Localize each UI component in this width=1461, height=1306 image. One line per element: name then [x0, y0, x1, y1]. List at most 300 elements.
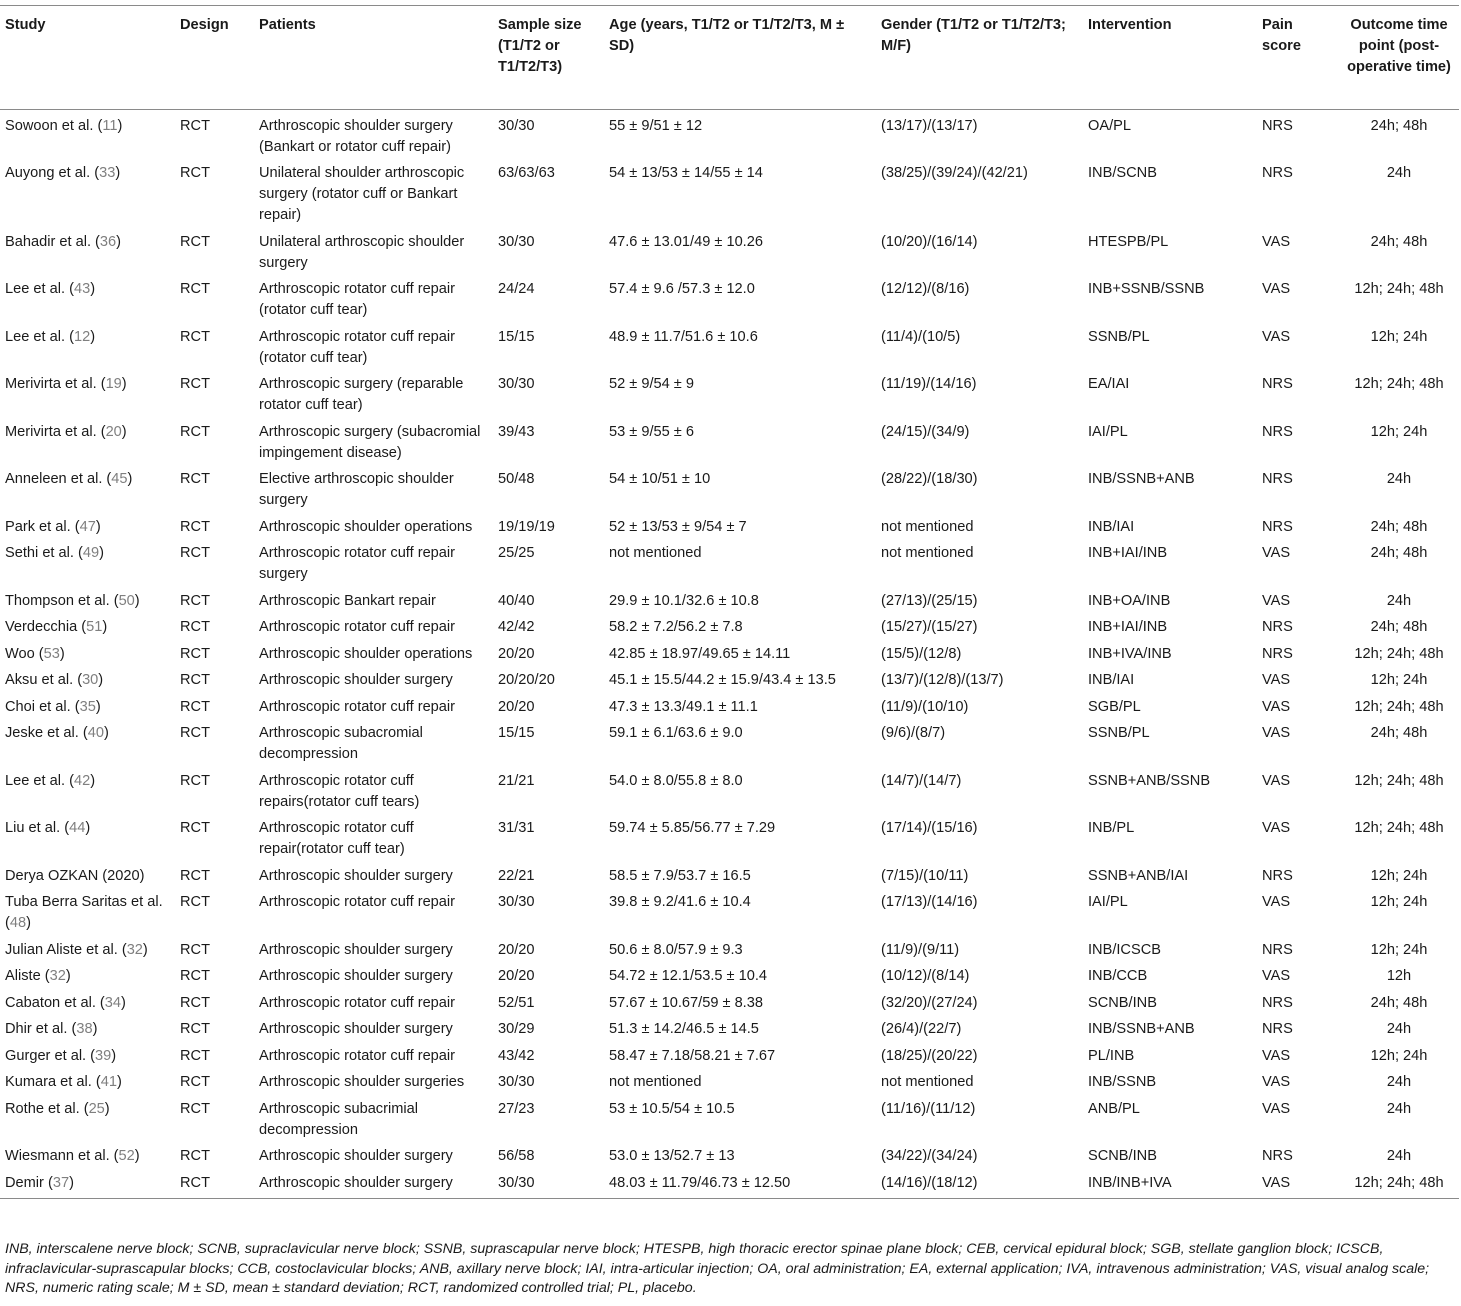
- cell-pain-score: VAS: [1262, 1100, 1291, 1117]
- cell-age: 29.9 ± 10.1/32.6 ± 10.8: [609, 592, 759, 609]
- header-pain-score: Pain score: [1257, 6, 1340, 110]
- cell-sample-size: 20/20/20: [498, 672, 555, 688]
- cell-pain-score: VAS: [1262, 1074, 1291, 1090]
- cell-gender: (15/27)/(15/27): [881, 619, 978, 635]
- table-row: [0, 612, 1459, 639]
- cell-sample-size: 39/43: [498, 423, 535, 440]
- cell-patients: Arthroscopic shoulder surgery: [259, 941, 453, 958]
- cell-intervention: INB/SSNB+ANB: [1088, 1021, 1195, 1037]
- cell-design: RCT: [180, 518, 210, 535]
- cell-pain-score: VAS: [1262, 592, 1291, 609]
- table-row: [0, 934, 1459, 961]
- cell-outcome-time: 12h; 24h: [1370, 867, 1428, 884]
- cell-study: Demir (37): [0, 1167, 175, 1198]
- table-row: [0, 1067, 1459, 1094]
- study-reference-link[interactable]: 25: [88, 1100, 105, 1117]
- cell-outcome-time: 24h: [1386, 165, 1412, 181]
- header-outcome-time: Outcome time point (post-operative time): [1340, 6, 1459, 110]
- cell-study: Anneleen et al. (45): [5, 471, 133, 487]
- study-reference-link[interactable]: 41: [100, 1074, 117, 1090]
- cell-pain-score: VAS: [1262, 672, 1291, 688]
- header-sample-size: Sample size (T1/T2 or T1/T2/T3): [493, 6, 604, 110]
- cell-outcome-time: 12h; 24h: [1370, 672, 1428, 688]
- cell-outcome-time: 24h: [1386, 592, 1412, 609]
- cell-intervention: SSNB/PL: [1088, 725, 1150, 741]
- cell-study: Bahadir et al. (36): [5, 233, 122, 250]
- cell-patients: Arthroscopic subacrimial decompression: [259, 1100, 418, 1138]
- table-row: [0, 274, 1459, 322]
- cell-study: Verdecchia (51): [5, 619, 108, 635]
- cell-gender: (28/22)/(18/30): [881, 471, 978, 487]
- study-reference-link[interactable]: 12: [73, 328, 91, 345]
- cell-study: Aliste (32): [5, 968, 71, 984]
- cell-sample-size: 30/30: [493, 1167, 604, 1198]
- table-row: [0, 585, 1459, 612]
- cell-intervention: INB/IAI: [1088, 672, 1135, 688]
- cell-intervention: INB+IAI/INB: [1088, 619, 1168, 635]
- cell-age: not mentioned: [609, 1074, 702, 1090]
- cell-age: 53 ± 9/55 ± 6: [609, 423, 694, 440]
- study-name: Liu et al. (: [5, 820, 70, 836]
- cell-patients: Unilateral shoulder arthroscopic surgery (rotator cuff or Bankart repair): [259, 165, 465, 223]
- cell-patients: Arthroscopic shoulder surgery: [259, 968, 453, 984]
- cell-design: RCT: [180, 619, 210, 635]
- table-row: [0, 110, 1459, 158]
- study-reference-link[interactable]: 39: [95, 1047, 112, 1064]
- cell-pain-score: VAS: [1262, 894, 1291, 910]
- cell-outcome-time: 12h; 24h: [1370, 941, 1428, 958]
- cell-design: RCT: [180, 281, 210, 297]
- cell-study: Rothe et al. (25): [5, 1100, 110, 1117]
- cell-age: 48.03 ± 11.79/46.73 ± 12.50: [604, 1167, 876, 1198]
- header-row: [0, 6, 1459, 110]
- cell-sample-size: 56/58: [498, 1148, 535, 1164]
- cell-outcome-time: 24h: [1386, 1074, 1412, 1090]
- study-name: Aksu et al. (: [5, 672, 83, 688]
- cell-intervention: IAI/PL: [1088, 894, 1128, 910]
- cell-outcome-time: 12h; 24h: [1370, 328, 1428, 345]
- study-reference-link[interactable]: 40: [87, 725, 104, 741]
- study-name: Gurger et al. (: [5, 1047, 96, 1064]
- cell-patients: Unilateral arthroscopic shoulder surgery: [259, 233, 465, 271]
- cell-sample-size: 42/42: [498, 619, 535, 635]
- studies-table: [0, 5, 1459, 1199]
- cell-age: 45.1 ± 15.5/44.2 ± 15.9/43.4 ± 13.5: [609, 672, 836, 688]
- cell-age: 50.6 ± 8.0/57.9 ± 9.3: [609, 941, 743, 958]
- cell-pain-score: NRS: [1262, 423, 1293, 440]
- cell-patients: Arthroscopic shoulder operations: [259, 645, 473, 662]
- cell-design: RCT: [180, 1148, 210, 1164]
- cell-sample-size: 24/24: [498, 281, 535, 297]
- study-name: Jeske et al. (: [5, 725, 88, 741]
- cell-outcome-time: 12h; 24h: [1370, 423, 1428, 440]
- cell-outcome-time: 24h: [1386, 1100, 1412, 1117]
- cell-intervention: ANB/PL: [1088, 1100, 1140, 1117]
- cell-age: 54.72 ± 12.1/53.5 ± 10.4: [609, 968, 768, 984]
- cell-study: Auyong et al. (33): [5, 165, 121, 181]
- cell-design: RCT: [180, 941, 210, 958]
- cell-patients: Arthroscopic shoulder surgery: [259, 1021, 453, 1037]
- cell-gender: (10/12)/(8/14): [881, 968, 970, 984]
- cell-patients: Arthroscopic rotator cuff repair: [259, 698, 456, 715]
- cell-age: 48.9 ± 11.7/51.6 ± 10.6: [609, 328, 758, 345]
- cell-outcome-time: 12h; 24h; 48h: [1354, 820, 1444, 836]
- cell-patients: Arthroscopic shoulder surgery: [254, 1167, 493, 1198]
- cell-gender: not mentioned: [881, 545, 974, 561]
- cell-patients: Arthroscopic rotator cuff repairs(rotator cuff tears): [259, 772, 420, 810]
- cell-intervention: INB/SSNB+ANB: [1088, 471, 1195, 487]
- cell-pain-score: NRS: [1262, 619, 1293, 635]
- cell-outcome-time: 12h: [1386, 968, 1412, 984]
- cell-design: RCT: [180, 545, 210, 561]
- cell-outcome-time: 24h; 48h: [1370, 725, 1428, 741]
- cell-design: RCT: [180, 165, 210, 181]
- cell-design: RCT: [180, 1047, 210, 1064]
- study-name: Wiesmann et al. (: [5, 1148, 119, 1164]
- cell-sample-size: 20/20: [498, 968, 535, 984]
- cell-gender: (9/6)/(8/7): [881, 725, 946, 741]
- cell-gender: (11/9)/(10/10): [881, 698, 969, 715]
- cell-sample-size: 20/20: [498, 941, 535, 958]
- cell-gender: (17/14)/(15/16): [881, 820, 978, 836]
- study-name: Verdecchia (: [5, 619, 87, 635]
- cell-study: Lee et al. (42): [5, 772, 96, 789]
- cell-intervention: SSNB+ANB/SSNB: [1088, 772, 1211, 789]
- cell-patients: Arthroscopic Bankart repair: [259, 592, 436, 609]
- cell-age: not mentioned: [609, 545, 702, 561]
- cell-design: RCT: [180, 592, 210, 609]
- cell-gender: (12/12)/(8/16): [881, 281, 970, 297]
- table-row: [0, 538, 1459, 586]
- table-row: [0, 887, 1459, 935]
- cell-pain-score: NRS: [1262, 117, 1293, 134]
- header-study: Study: [0, 6, 175, 110]
- study-reference-link[interactable]: 50: [118, 592, 135, 609]
- study-reference-link[interactable]: 42: [73, 772, 91, 789]
- cell-design: RCT: [180, 117, 210, 134]
- cell-intervention: INB+OA/INB: [1088, 592, 1171, 609]
- study-name: Merivirta et al. (: [5, 423, 106, 440]
- cell-intervention: IAI/PL: [1088, 423, 1128, 440]
- table-row: [0, 987, 1459, 1014]
- cell-intervention: EA/IAI: [1088, 376, 1130, 392]
- study-name: Derya OZKAN (2020): [5, 867, 145, 884]
- cell-sample-size: 15/15: [498, 328, 535, 345]
- cell-study: Woo (53): [5, 645, 65, 662]
- study-reference-link[interactable]: 32: [49, 968, 66, 984]
- cell-intervention: HTESPB/PL: [1088, 233, 1169, 250]
- cell-pain-score: VAS: [1262, 968, 1291, 984]
- cell-pain-score: VAS: [1262, 545, 1291, 561]
- cell-gender: (7/15)/(10/11): [881, 867, 969, 884]
- cell-design: RCT: [180, 645, 210, 662]
- cell-intervention: INB/SSNB: [1088, 1074, 1157, 1090]
- study-name: Dhir et al. (: [5, 1021, 77, 1037]
- study-name: Lee et al. (: [5, 281, 74, 297]
- cell-sample-size: 22/21: [498, 867, 535, 884]
- study-reference-link[interactable]: 34: [104, 994, 122, 1011]
- cell-pain-score: NRS: [1262, 941, 1293, 958]
- cell-sample-size: 27/23: [498, 1100, 535, 1117]
- cell-age: 54 ± 10/51 ± 10: [609, 471, 711, 487]
- cell-sample-size: 63/63/63: [498, 165, 555, 181]
- cell-intervention: SGB/PL: [1088, 698, 1141, 715]
- cell-outcome-time: 12h; 24h; 48h: [1354, 645, 1444, 662]
- cell-patients: Arthroscopic rotator cuff repair: [259, 1047, 456, 1064]
- study-reference-link[interactable]: 33: [99, 165, 116, 181]
- cell-age: 59.1 ± 6.1/63.6 ± 9.0: [609, 725, 743, 741]
- cell-gender: (18/25)/(20/22): [881, 1047, 978, 1064]
- cell-age: 57.4 ± 9.6 /57.3 ± 12.0: [609, 281, 755, 297]
- cell-intervention: INB/CCB: [1088, 968, 1148, 984]
- study-reference-link[interactable]: 49: [82, 545, 100, 561]
- cell-patients: Arthroscopic shoulder surgeries: [259, 1074, 465, 1090]
- cell-gender: (13/17)/(13/17): [881, 117, 978, 134]
- cell-pain-score: VAS: [1262, 772, 1291, 789]
- cell-patients: Arthroscopic rotator cuff repair: [259, 994, 456, 1011]
- study-name: Cabaton et al. (: [5, 994, 105, 1011]
- cell-intervention: SSNB+ANB/IAI: [1088, 867, 1189, 884]
- table-row: [0, 638, 1459, 665]
- cell-pain-score: VAS: [1262, 698, 1291, 715]
- cell-sample-size: 25/25: [498, 545, 535, 561]
- cell-gender: (17/13)/(14/16): [881, 894, 978, 910]
- cell-outcome-time: 24h; 48h: [1370, 518, 1428, 535]
- cell-design: RCT: [180, 968, 210, 984]
- study-name: Thompson et al. (: [5, 592, 119, 609]
- cell-gender: (34/22)/(34/24): [881, 1148, 978, 1164]
- cell-patients: Arthroscopic surgery (subacromial impingement disease): [259, 423, 481, 461]
- cell-outcome-time: 12h; 24h: [1370, 894, 1428, 910]
- cell-outcome-time: 24h; 48h: [1370, 233, 1428, 250]
- cell-study: Lee et al. (43): [5, 281, 96, 297]
- study-name: Julian Aliste et al. (: [5, 941, 127, 958]
- cell-age: 58.47 ± 7.18/58.21 ± 7.67: [609, 1047, 776, 1064]
- cell-design: RCT: [180, 894, 210, 910]
- study-name: Anneleen et al. (: [5, 471, 112, 487]
- cell-patients: Arthroscopic shoulder operations: [259, 518, 473, 535]
- study-reference-link[interactable]: 44: [69, 820, 86, 836]
- cell-study: Wiesmann et al. (52): [5, 1148, 140, 1164]
- cell-pain-score: NRS: [1262, 376, 1293, 392]
- study-reference-link[interactable]: 37: [52, 1174, 70, 1191]
- cell-gender: (10/20)/(16/14): [881, 233, 978, 250]
- study-reference-link[interactable]: 32: [126, 941, 143, 958]
- cell-pain-score: NRS: [1262, 165, 1293, 181]
- cell-intervention: SCNB/INB: [1088, 1148, 1157, 1164]
- cell-design: RCT: [180, 471, 210, 487]
- cell-intervention: INB/INB+IVA: [1083, 1167, 1257, 1198]
- cell-design: RCT: [180, 376, 210, 392]
- cell-patients: Arthroscopic shoulder surgery: [259, 867, 453, 884]
- study-reference-link[interactable]: 47: [79, 518, 96, 535]
- table-row: [0, 765, 1459, 813]
- cell-age: 47.6 ± 13.01/49 ± 10.26: [609, 233, 763, 250]
- cell-gender: (11/4)/(10/5): [881, 328, 961, 345]
- study-reference-link[interactable]: 48: [9, 915, 27, 931]
- cell-study: Julian Aliste et al. (32): [5, 941, 148, 958]
- cell-pain-score: NRS: [1262, 1148, 1293, 1164]
- cell-age: 58.5 ± 7.9/53.7 ± 16.5: [609, 867, 751, 884]
- cell-outcome-time: 12h; 24h; 48h: [1354, 281, 1444, 297]
- cell-design: RCT: [180, 725, 210, 741]
- cell-pain-score: VAS: [1257, 1167, 1340, 1198]
- cell-pain-score: NRS: [1262, 471, 1293, 487]
- cell-gender: not mentioned: [881, 1074, 974, 1090]
- study-reference-link[interactable]: 35: [79, 698, 96, 715]
- cell-age: 42.85 ± 18.97/49.65 ± 14.11: [609, 645, 791, 662]
- cell-pain-score: VAS: [1262, 820, 1291, 836]
- cell-gender: (14/7)/(14/7): [881, 772, 962, 789]
- cell-pain-score: VAS: [1262, 281, 1291, 297]
- cell-study: Liu et al. (44): [5, 820, 91, 836]
- cell-sample-size: 31/31: [498, 820, 535, 836]
- cell-intervention: INB/ICSCB: [1088, 941, 1161, 958]
- cell-age: 47.3 ± 13.3/49.1 ± 11.1: [609, 698, 758, 715]
- cell-age: 54.0 ± 8.0/55.8 ± 8.0: [609, 772, 743, 789]
- cell-patients: Arthroscopic shoulder surgery: [259, 672, 453, 688]
- cell-age: 55 ± 9/51 ± 12: [609, 117, 703, 134]
- cell-gender: not mentioned: [881, 518, 974, 535]
- study-reference-link[interactable]: 38: [76, 1021, 93, 1037]
- study-reference-link[interactable]: 45: [111, 471, 128, 487]
- table-row: [0, 369, 1459, 417]
- cell-sample-size: 43/42: [498, 1047, 535, 1064]
- header-patients: Patients: [254, 6, 493, 110]
- cell-age: 53.0 ± 13/52.7 ± 13: [609, 1148, 735, 1164]
- cell-age: 59.74 ± 5.85/56.77 ± 7.29: [609, 820, 776, 836]
- cell-pain-score: NRS: [1262, 645, 1293, 662]
- cell-study: Cabaton et al. (34): [5, 994, 126, 1011]
- cell-pain-score: NRS: [1262, 994, 1293, 1011]
- study-reference-link[interactable]: 30: [82, 672, 99, 688]
- cell-pain-score: NRS: [1262, 867, 1293, 884]
- table-row: [0, 321, 1459, 369]
- study-name: Choi et al. (: [5, 698, 80, 715]
- cell-sample-size: 40/40: [498, 592, 535, 609]
- study-name: Lee et al. (: [5, 328, 74, 345]
- cell-design: RCT: [180, 328, 210, 345]
- table-row: [0, 1167, 1459, 1198]
- cell-intervention: PL/INB: [1088, 1047, 1135, 1064]
- cell-outcome-time: 24h; 48h: [1370, 117, 1428, 134]
- cell-outcome-time: 12h; 24h: [1370, 1047, 1428, 1064]
- study-name: Sethi et al. (: [5, 545, 83, 561]
- study-reference-link[interactable]: 19: [105, 376, 122, 392]
- cell-design: RCT: [180, 1021, 210, 1037]
- study-name: Auyong et al. (: [5, 165, 100, 181]
- cell-outcome-time: 24h: [1386, 1148, 1412, 1164]
- study-name: Rothe et al. (: [5, 1100, 89, 1117]
- cell-study: Jeske et al. (40): [5, 725, 109, 741]
- table-header: [0, 6, 1459, 110]
- cell-sample-size: 52/51: [498, 994, 535, 1011]
- study-reference-link[interactable]: 53: [43, 645, 60, 662]
- study-name: Bahadir et al. (: [5, 233, 100, 250]
- study-reference-link[interactable]: 20: [105, 423, 122, 440]
- cell-age: 57.67 ± 10.67/59 ± 8.38: [609, 994, 763, 1011]
- cell-age: 54 ± 13/53 ± 14/55 ± 14: [609, 165, 763, 181]
- cell-gender: (11/9)/(9/11): [881, 941, 960, 958]
- cell-intervention: SCNB/INB: [1088, 994, 1157, 1011]
- cell-gender: (27/13)/(25/15): [881, 592, 978, 609]
- cell-patients: Arthroscopic rotator cuff repair: [259, 894, 456, 910]
- cell-study: Thompson et al. (50): [5, 592, 140, 609]
- study-reference-link[interactable]: 36: [99, 233, 117, 250]
- cell-patients: Arthroscopic rotator cuff repair (rotator cuff tear): [259, 328, 456, 366]
- table-row: [0, 813, 1459, 861]
- cell-pain-score: NRS: [1262, 1021, 1293, 1037]
- table-row: [0, 158, 1459, 227]
- cell-design: RCT: [180, 233, 210, 250]
- study-reference-link[interactable]: 43: [73, 281, 91, 297]
- study-name: Tuba Berra Saritas et al. (: [5, 894, 163, 931]
- study-name: Park et al. (: [5, 518, 80, 535]
- cell-age: 52 ± 13/53 ± 9/54 ± 7: [609, 518, 747, 535]
- cell-sample-size: 30/30: [498, 117, 535, 134]
- table-footnote: INB, interscalene nerve block; SCNB, supraclavicular nerve block; SSNB, suprascapular nerve block; HTESPB, high thoracic erector spinae plane block; CEB, cervical epidural block; SGB, stellate ganglion block; ICSCB, infraclavicular-suprascapular blocks; CCB, costoclavicular blocks; ANB, axillary nerve block; IAI, intra-articular injection; OA, oral administration; EA, external application; IVA, intravenous administration; VAS, visual analog scale; NRS, numeric rating scale; M ± SD, mean ± standard deviation; RCT, randomized controlled trial; PL, placebo.: [5, 1241, 1430, 1296]
- cell-study: Merivirta et al. (20): [5, 423, 127, 440]
- cell-intervention: INB+SSNB/SSNB: [1088, 281, 1205, 297]
- cell-gender: (15/5)/(12/8): [881, 645, 962, 662]
- table-row: [0, 718, 1459, 766]
- cell-patients: Arthroscopic rotator cuff repair surgery: [259, 545, 456, 582]
- cell-intervention: INB/IAI: [1088, 518, 1135, 535]
- cell-outcome-time: 12h; 24h; 48h: [1354, 698, 1444, 715]
- header-intervention: Intervention: [1083, 6, 1257, 110]
- cell-study: Lee et al. (12): [5, 328, 96, 345]
- cell-age: 52 ± 9/54 ± 9: [609, 376, 694, 392]
- cell-gender: (38/25)/(39/24)/(42/21): [881, 165, 1028, 181]
- table-row: [0, 691, 1459, 718]
- cell-intervention: SSNB/PL: [1088, 328, 1150, 345]
- cell-sample-size: 20/20: [498, 645, 535, 662]
- cell-outcome-time: 24h; 48h: [1370, 994, 1428, 1011]
- cell-sample-size: 30/30: [498, 376, 535, 392]
- cell-patients: Arthroscopic rotator cuff repair(rotator cuff tear): [259, 820, 414, 857]
- cell-outcome-time: 24h: [1386, 471, 1412, 487]
- cell-age: 51.3 ± 14.2/46.5 ± 14.5: [609, 1021, 759, 1037]
- study-reference-link[interactable]: 52: [118, 1148, 135, 1164]
- study-name: Woo (: [5, 645, 44, 662]
- cell-age: 39.8 ± 9.2/41.6 ± 10.4: [609, 894, 751, 910]
- study-reference-link[interactable]: 11: [102, 117, 118, 134]
- cell-age: 53 ± 10.5/54 ± 10.5: [609, 1100, 735, 1117]
- study-name: Aliste (: [5, 968, 50, 984]
- cell-patients: Arthroscopic shoulder surgery: [259, 1148, 453, 1164]
- table-row: [0, 511, 1459, 538]
- cell-outcome-time: 24h; 48h: [1370, 619, 1428, 635]
- cell-sample-size: 20/20: [498, 698, 535, 715]
- cell-study: Tuba Berra Saritas et al. (48): [5, 894, 163, 931]
- cell-sample-size: 30/30: [498, 894, 535, 910]
- cell-design: RCT: [175, 1167, 254, 1198]
- cell-outcome-time: 12h; 24h; 48h: [1354, 772, 1444, 789]
- cell-patients: Arthroscopic rotator cuff repair: [259, 619, 456, 635]
- cell-patients: Arthroscopic rotator cuff repair (rotator cuff tear): [259, 281, 456, 318]
- cell-study: Dhir et al. (38): [5, 1021, 98, 1037]
- table-row: [0, 1014, 1459, 1041]
- study-reference-link[interactable]: 51: [86, 619, 103, 635]
- cell-design: RCT: [180, 820, 210, 836]
- cell-pain-score: VAS: [1262, 1047, 1291, 1064]
- cell-design: RCT: [180, 772, 210, 789]
- cell-pain-score: VAS: [1262, 725, 1291, 741]
- cell-gender: (24/15)/(34/9): [881, 423, 970, 440]
- cell-study: Sethi et al. (49): [5, 545, 104, 561]
- study-name: Kumara et al. (: [5, 1074, 101, 1090]
- cell-gender: (11/19)/(14/16): [881, 376, 977, 392]
